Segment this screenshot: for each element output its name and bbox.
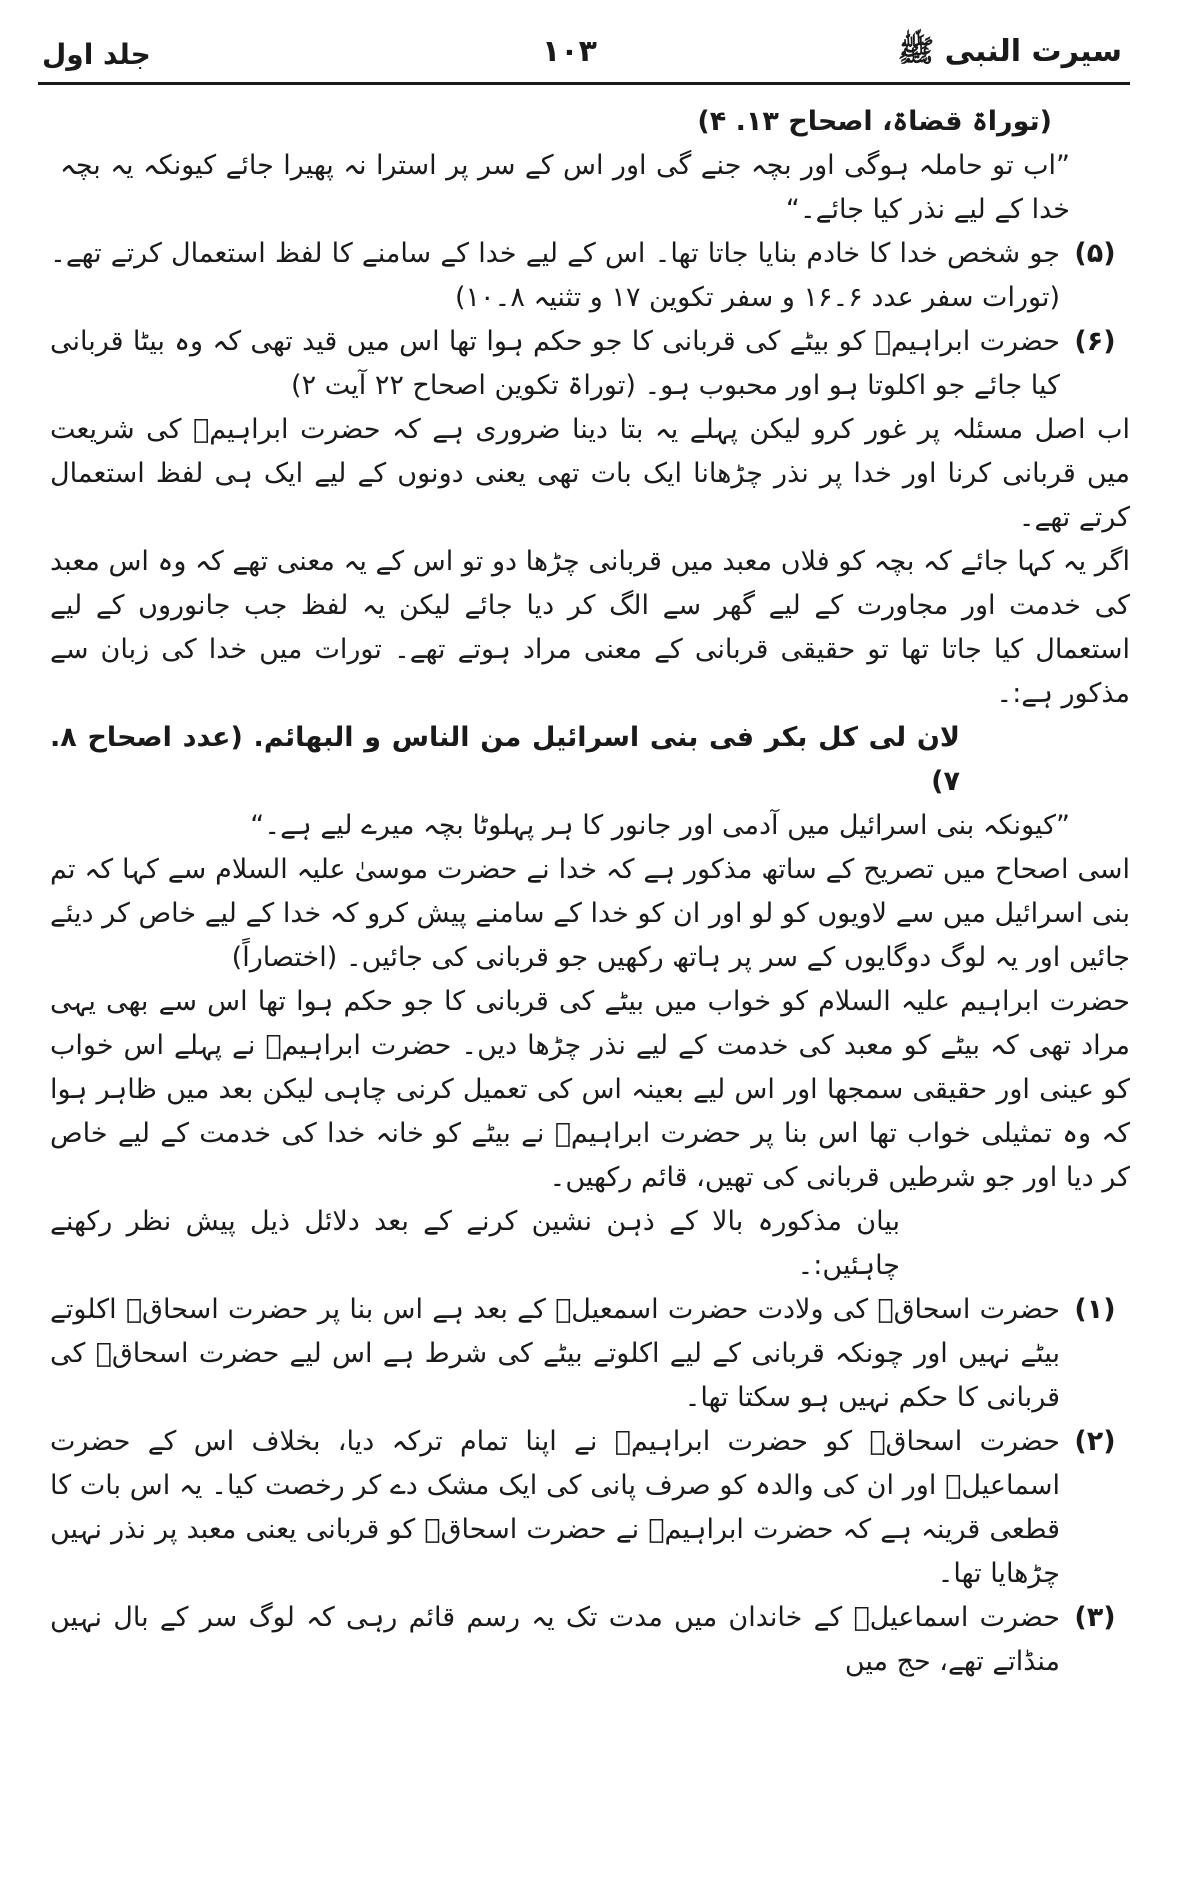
- paragraph: اسی اصحاح میں تصریح کے ساتھ مذکور ہے کہ خدا نے حضرت موسیٰ علیہ السلام سے کہا کہ تم بنی اسرائیل میں سے لاویوں کو لو اور ان کو خدا کے سامنے پیش کرو کہ خدا کے لیے خاص کر دیئے جائیں اور یہ لوگ دوگایوں کے سر پر ہاتھ رکھیں جو قربانی کی جائیں۔ (اختصاراً): [50, 854, 1130, 973]
- book-title: سیرت النبی ﷺ: [897, 33, 1122, 69]
- numbered-item-5: [50, 232, 1130, 320]
- paragraph: حضرت ابراہیم علیہ السلام کو خواب میں بیٹے کی قربانی کا جو حکم ہوا تھا اس سے بھی یہی مراد تھی کہ بیٹے کو معبد کی خدمت کے لیے نذر چڑھا دیں۔ حضرت ابراہیمؑ نے پہلے اس خواب کو عینی اور حقیقی سمجھا اور اس لیے بعینہ اس کی تعمیل کرنی چاہی لیکن بعد میں ظاہر ہوا کہ وہ تمثیلی خواب تھا اس بنا پر حضرت ابراہیمؑ نے بیٹے کو خانہ خدا کی خدمت کے لیے خاص کر دیا اور جو شرطیں قربانی کی تھیں، قائم رکھیں۔: [50, 986, 1130, 1193]
- item-text: حضرت ابراہیمؑ کو بیٹے کی قربانی کا جو حکم ہوا تھا اس میں قید تھی کہ وہ بیٹا قربانی کیا جائے جو اکلوتا ہو اور محبوب ہو۔ (توراۃ تکوین اصحاح ۲۲ آیت ۲): [50, 326, 1060, 401]
- page-header: [42, 30, 1122, 78]
- item-number: (۱): [1074, 1294, 1116, 1325]
- quote-block: ”کیونکہ بنی اسرائیل میں آدمی اور جانور کا ہر پہلوٹا بچہ میرے لیے ہے۔“: [250, 810, 1070, 841]
- numbered-item-3: [50, 1596, 1130, 1684]
- header-rule: [38, 82, 1130, 85]
- intro-line: بیان مذکورہ بالا کے ذہن نشین کرنے کے بعد دلائل ذیل پیش نظر رکھنے چاہئیں:۔: [50, 1206, 900, 1281]
- citation-heading: (توراۃ قضاۃ، اصحاح ۱۳. ۴): [697, 106, 1052, 137]
- item-text: حضرت اسماعیلؑ کے خاندان میں مدت تک یہ رسم قائم رہی کہ لوگ سر کے بال نہیں منڈاتے تھے، حج میں: [50, 1602, 1060, 1677]
- item-number: (۳): [1074, 1602, 1116, 1633]
- item-text: حضرت اسحاقؑ کو حضرت ابراہیمؑ نے اپنا تمام ترکہ دیا، بخلاف اس کے حضرت اسماعیلؑ اور ان کی والدہ کو صرف پانی کی ایک مشک دے کر رخصت کیا۔ یہ اس بات کا قطعی قرینہ ہے کہ حضرت ابراہیمؑ نے حضرت اسحاقؑ کو قربانی یعنی معبد پر نذر نہیں چڑھایا تھا۔: [50, 1426, 1060, 1589]
- item-number: (۵): [1074, 238, 1116, 269]
- page-body: [50, 100, 1130, 1684]
- paragraph: اب اصل مسئلہ پر غور کرو لیکن پہلے یہ بتا دینا ضروری ہے کہ حضرت ابراہیمؑ کی شریعت میں قربانی کرنا اور خدا پر نذر چڑھانا ایک بات تھی یعنی دونوں کے لیے ایک ہی لفظ استعمال کرتے تھے۔: [50, 414, 1130, 533]
- quote-block: ”اب تو حاملہ ہوگی اور بچہ جنے گی اور اس کے سر پر استرا نہ پھیرا جائے کیونکہ یہ بچہ خدا کے لیے نذر کیا جائے۔“: [60, 150, 1070, 225]
- item-number: (۶): [1074, 326, 1116, 357]
- item-text: جو شخص خدا کا خادم بنایا جاتا تھا۔ اس کے لیے خدا کے سامنے کا لفظ استعمال کرتے تھے۔ (تورات سفر عدد ۶۔۱۶ و سفر تکوین ۱۷ و تثنیہ ۸۔۱۰): [50, 238, 1060, 313]
- numbered-item-6: [50, 320, 1130, 408]
- page-number: ۱۰۳: [542, 34, 597, 69]
- numbered-item-1: [50, 1288, 1130, 1420]
- volume-label: جلد اول: [42, 37, 151, 71]
- numbered-item-2: [50, 1420, 1130, 1596]
- item-number: (۲): [1074, 1426, 1116, 1457]
- paragraph: اگر یہ کہا جائے کہ بچہ کو فلاں معبد میں قربانی چڑھا دو تو اس کے یہ معنی تھے کہ وہ اس معبد کی خدمت اور مجاورت کے لیے گھر سے الگ کر دیا جائے لیکن یہ لفظ جب جانوروں کے لیے استعمال کیا جاتا تھا تو حقیقی قربانی کے معنی مراد ہوتے تھے۔ تورات میں خدا کی زبان سے مذکور ہے:۔: [50, 546, 1130, 709]
- item-text: حضرت اسحاقؑ کی ولادت حضرت اسمعیلؑ کے بعد ہے اس بنا پر حضرت اسحاقؑ اکلوتے بیٹے نہیں اور چونکہ قربانی کے لیے اکلوتے بیٹے کی شرط ہے اس لیے حضرت اسحاقؑ کی قربانی کا حکم نہیں ہو سکتا تھا۔: [50, 1294, 1060, 1413]
- arabic-verse: لان لی کل بکر فی بنی اسرائیل من الناس و البھائم. (عدد اصحاح ۸. ۷): [50, 722, 960, 797]
